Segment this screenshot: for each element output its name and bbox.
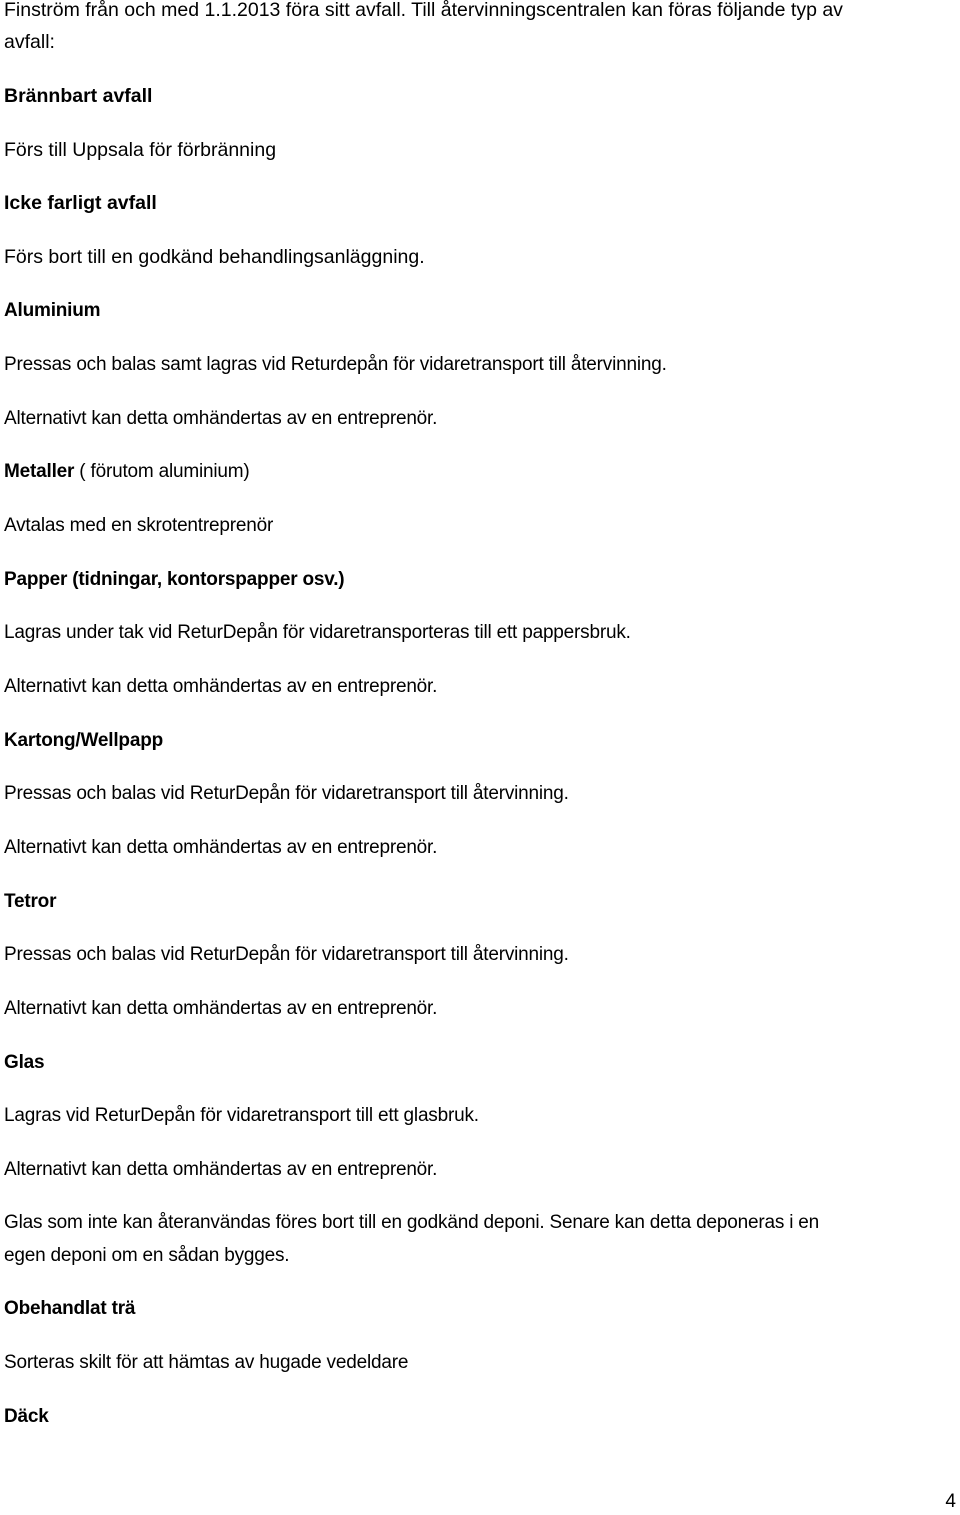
text-icke-farligt: Förs bort till en godkänd behandlingsanläggning. (4, 246, 425, 268)
text-papper: Lagras under tak vid ReturDepån för vidaretransporteras till ett pappersbruk. (4, 622, 631, 643)
heading-icke-farligt: Icke farligt avfall (4, 192, 157, 214)
text-obehandlat-tra: Sorteras skilt för att hämtas av hugade vedeldare (4, 1352, 409, 1373)
heading-tetror: Tetror (4, 891, 57, 912)
text-aluminium: Pressas och balas samt lagras vid Returdepån för vidaretransport till återvinning. (4, 354, 667, 375)
alt-aluminium: Alternativt kan detta omhändertas av en entreprenör. (4, 408, 438, 429)
text-metaller: Avtalas med en skrotentreprenör (4, 515, 274, 536)
alt-kartong: Alternativt kan detta omhändertas av en entreprenör. (4, 837, 438, 858)
heading-obehandlat-tra: Obehandlat trä (4, 1298, 136, 1319)
note-glas-line-2: egen deponi om en sådan bygges. (4, 1245, 290, 1266)
heading-metaller-rest: ( förutom aluminium) (74, 461, 250, 482)
intro-line-2: avfall: (4, 31, 55, 53)
text-kartong: Pressas och balas vid ReturDepån för vidaretransport till återvinning. (4, 783, 569, 804)
intro-line-1: Finström från och med 1.1.2013 föra sitt avfall. Till återvinningscentralen kan föras följande typ av (4, 0, 843, 21)
heading-glas: Glas (4, 1052, 45, 1073)
heading-aluminium: Aluminium (4, 300, 101, 321)
text-glas: Lagras vid ReturDepån för vidaretransport till ett glasbruk. (4, 1105, 479, 1126)
heading-metaller-bold: Metaller (4, 461, 75, 482)
heading-brannbart: Brännbart avfall (4, 85, 153, 107)
alt-tetror: Alternativt kan detta omhändertas av en entreprenör. (4, 998, 438, 1019)
page-number: 4 (945, 1491, 956, 1512)
alt-papper: Alternativt kan detta omhändertas av en entreprenör. (4, 676, 438, 697)
heading-dack: Däck (4, 1406, 49, 1427)
note-glas-line-1: Glas som inte kan återanvändas föres bort till en godkänd deponi. Senare kan detta deponeras i en (4, 1212, 820, 1233)
heading-papper: Papper (tidningar, kontorspapper osv.) (4, 569, 345, 590)
text-brannbart: Förs till Uppsala för förbränning (4, 139, 277, 161)
heading-kartong: Kartong/Wellpapp (4, 730, 164, 751)
text-tetror: Pressas och balas vid ReturDepån för vidaretransport till återvinning. (4, 944, 569, 965)
heading-metaller (4, 456, 250, 488)
alt-glas: Alternativt kan detta omhändertas av en entreprenör. (4, 1159, 438, 1180)
